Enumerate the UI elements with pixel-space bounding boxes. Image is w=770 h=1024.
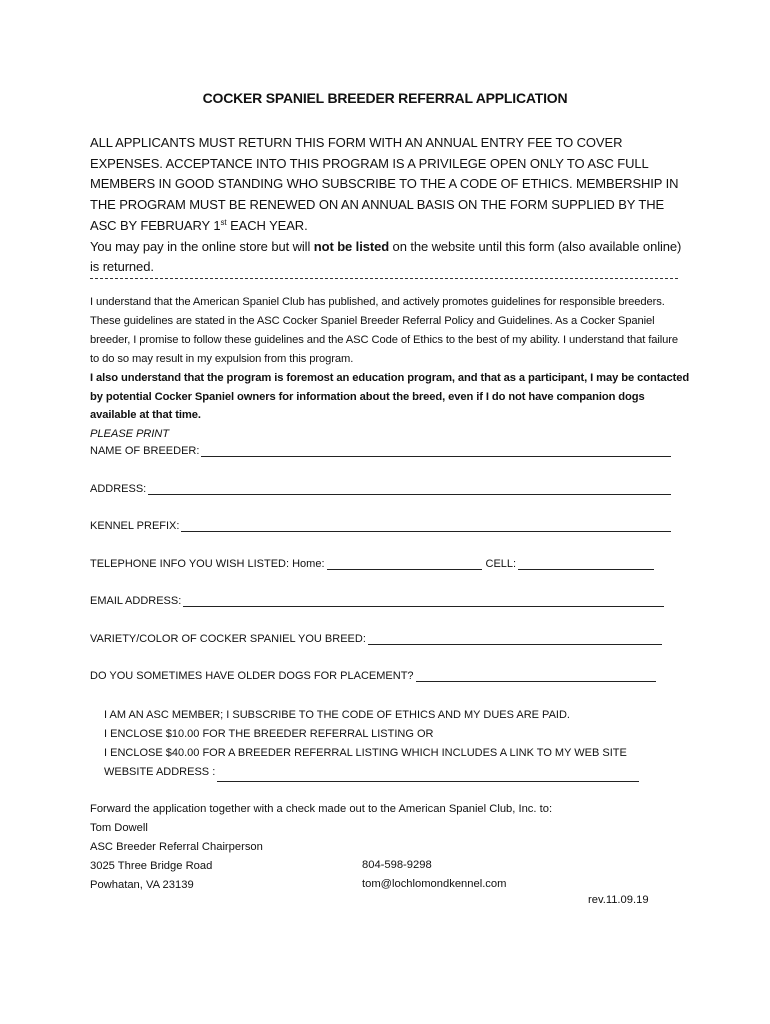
kennel-prefix-label: KENNEL PREFIX: [90, 520, 180, 532]
intro-block [90, 133, 690, 278]
chair-email: tom@lochlomondkennel.com [362, 878, 507, 890]
city-state-zip: Powhatan, VA 23139 [90, 879, 194, 891]
email-field[interactable] [183, 594, 664, 607]
not-listed-emphasis: not be listed [313, 238, 390, 254]
forward-instruction: Forward the application together with a check made out to the American Spaniel Club, Inc. to: [90, 803, 553, 815]
older-dogs-label: DO YOU SOMETIMES HAVE OLDER DOGS FOR PLACEMENT? [90, 670, 414, 682]
chair-role: ASC Breeder Referral Chairperson [90, 841, 263, 853]
older-dogs-row [90, 669, 656, 682]
terms-block [90, 293, 690, 444]
breeder-name-row [90, 444, 671, 457]
kennel-prefix-field[interactable] [181, 519, 671, 532]
variety-label: VARIETY/COLOR OF COCKER SPANIEL YOU BREED: [90, 633, 366, 645]
membership-checklist [104, 706, 639, 782]
cut-line-divider [90, 278, 678, 289]
address-field[interactable] [148, 482, 671, 495]
website-row [104, 763, 639, 782]
revision-date: rev.11.09.19 [588, 894, 649, 906]
address-label: ADDRESS: [90, 483, 147, 495]
email-row [90, 594, 664, 607]
website-label: WEBSITE ADDRESS : [104, 765, 216, 778]
kennel-prefix-row [90, 519, 671, 532]
enclose-10-option: I ENCLOSE $10.00 FOR THE BREEDER REFERRAL LISTING OR [104, 727, 434, 740]
cell-phone-field[interactable] [518, 557, 654, 570]
telephone-label: TELEPHONE INFO YOU WISH LISTED: Home: [90, 558, 325, 570]
member-statement: I AM AN ASC MEMBER; I SUBSCRIBE TO THE CODE OF ETHICS AND MY DUES ARE PAID. [104, 709, 570, 721]
chair-name: Tom Dowell [90, 822, 148, 834]
education-paragraph: I also understand that the program is foremost an education program, and that as a participant, I may be contacted by potential Cocker Spaniel owners for information about the breed, even if I do not have companion dogs available at that time. [90, 371, 690, 422]
page-title: COCKER SPANIEL BREEDER REFERRAL APPLICATION [202, 90, 568, 106]
address-row [90, 482, 671, 495]
email-label: EMAIL ADDRESS: [90, 595, 182, 607]
chair-phone: 804-598-9298 [362, 859, 432, 871]
payment-note: You may pay in the online store but will not be listed on the website until this form (also available online) is returned. [90, 238, 682, 275]
breeder-name-field[interactable] [201, 444, 671, 457]
requirements-text: ALL APPLICANTS MUST RETURN THIS FORM WITH AN ANNUAL ENTRY FEE TO COVER EXPENSES. ACCEPTANCE INTO THIS PROGRAM IS A PRIVILEGE OPEN ONLY TO ASC FULL MEMBERS IN GOOD STANDING WHO SUBSCRIBE TO THE A CODE OF ETHICS. MEMBERSHIP IN THE PROGRAM MUST BE RENEWED ON AN ANNUAL BASIS ON THE FORM SUPPLIED BY THE ASC BY FEBRUARY 1st EACH YEAR. [90, 135, 679, 233]
chair-contact [362, 856, 506, 894]
variety-field[interactable] [368, 632, 662, 645]
guidelines-paragraph: I understand that the American Spaniel Club has published, and actively promotes guidelines for responsible breeders. These guidelines are stated in the ASC Cocker Spaniel Breeder Referral Policy and Guidelines. As a Cocker Spaniel breeder, I promise to follow these guidelines and the ASC Code of Ethics to the best of my ability. I understand that failure to do so may result in my expulsion from this program. [90, 296, 679, 365]
enclose-40-option: I ENCLOSE $40.00 FOR A BREEDER REFERRAL LISTING WHICH INCLUDES A LINK TO MY WEB SITE [104, 746, 627, 759]
street-address: 3025 Three Bridge Road [90, 860, 213, 872]
variety-row [90, 632, 662, 645]
older-dogs-field[interactable] [416, 669, 656, 682]
telephone-row [90, 557, 654, 570]
home-phone-field[interactable] [327, 557, 482, 570]
please-print-label: PLEASE PRINT [90, 428, 170, 441]
website-field[interactable] [217, 769, 639, 782]
cell-label: CELL: [485, 558, 517, 570]
breeder-name-label: NAME OF BREEDER: [90, 445, 200, 457]
